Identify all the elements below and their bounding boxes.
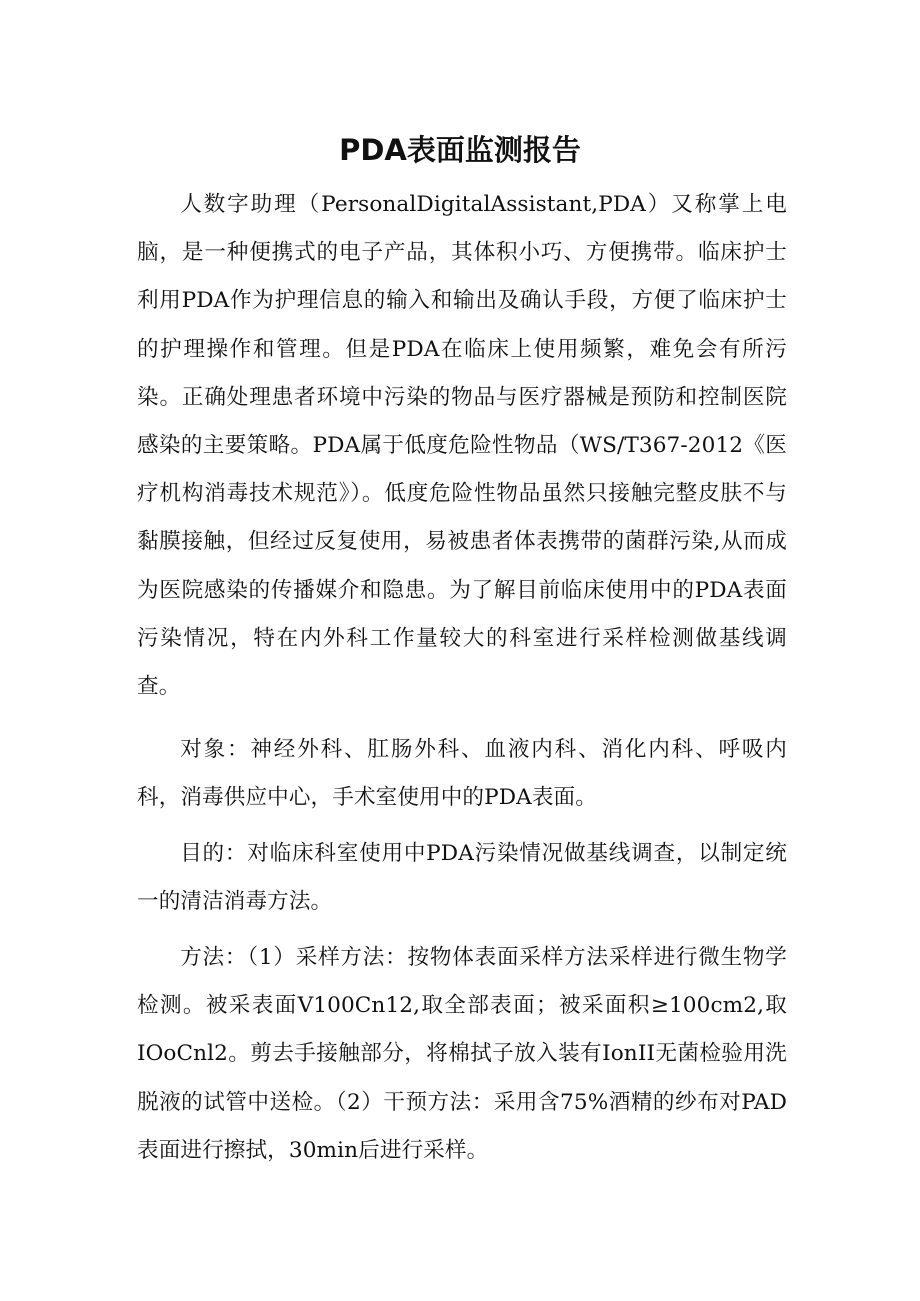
method-paragraph: 方法：（1）采样方法：按物体表面采样方法采样进行微生物学检测。被采表面V100Cn12,取全部表面；被采面积≥100cm2,取IOoCnl2。剪去手接触部分，将棉拭子放入装有IonII无菌检验用洗脱液的试管中送检。（2）干预方法：采用含75%酒精的纱布对PAD表面进行擦拭，30min后进行采样。 bbox=[137, 945, 787, 1163]
intro-paragraph: 人数字助理（PersonalDigitalAssistant,PDA）又称掌上电脑，是一种便携式的电子产品，其体积小巧、方便携带。临床护士利用PDA作为护理信息的输入和输出及确认手段，方便了临床护士的护理操作和管理。但是PDA在临床上使用频繁，难免会有所污染。正确处理患者环境中污染的物品与医疗器械是预防和控制医院感染的主要策略。PDA属于低度危险性物品（WS/T367-2012《医疗机构消毒技术规范》）。低度危险性物品虽然只接触完整皮肤不与黏膜接触，但经过反复使用，易被患者体表携带的菌群污染,从而成为医院感染的传播媒介和隐患。为了解目前临床使用中的PDA表面污染情况，特在内外科工作量较大的科室进行采样检测做基线调查。 bbox=[137, 192, 787, 700]
subject-paragraph: 对象：神经外科、肛肠外科、血液内科、消化内科、呼吸内科，消毒供应中心，手术室使用中的PDA表面。 bbox=[137, 737, 787, 811]
document-title: PDA表面监测报告 bbox=[339, 133, 581, 167]
purpose-paragraph: 目的：对临床科室使用中PDA污染情况做基线调查，以制定统一的清洁消毒方法。 bbox=[137, 841, 787, 915]
